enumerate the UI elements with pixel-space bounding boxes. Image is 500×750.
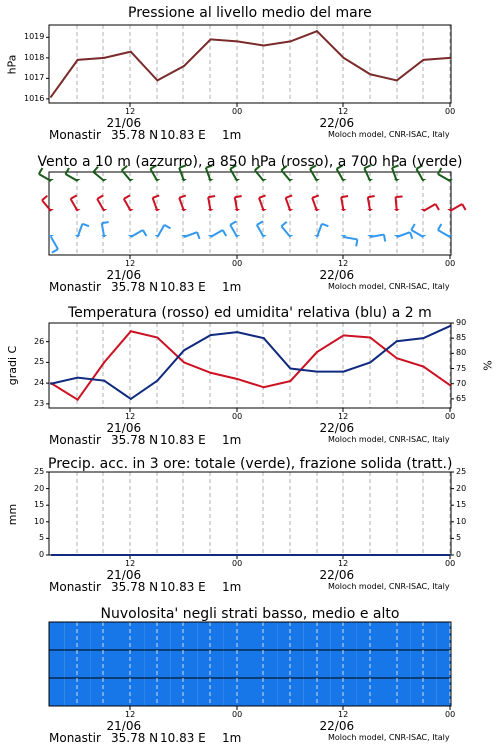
humidity-line-point	[103, 380, 105, 382]
y-axis-label: gradi C	[5, 345, 19, 385]
date-label: 22/06	[319, 116, 355, 130]
barb-head	[101, 235, 107, 237]
wind-barb-850	[367, 196, 374, 211]
barb-head	[154, 209, 160, 211]
barb-flag	[436, 204, 440, 210]
barb-shaft	[411, 230, 423, 237]
y-tick-label: 1017	[24, 73, 45, 83]
barb-flag	[259, 195, 266, 197]
humidity-line-point	[449, 325, 451, 327]
time-tick-label: 12	[338, 107, 349, 116]
cloud-cell-medio	[251, 650, 278, 678]
barb-shaft	[370, 235, 384, 237]
cloud-cell-medio	[91, 650, 118, 678]
barb-head	[341, 209, 347, 211]
barb-head	[314, 209, 320, 211]
time-tick-label: 12	[125, 259, 136, 268]
humidity-line-point	[316, 371, 318, 373]
wind-barb-10m	[101, 222, 108, 237]
y-tick-label: 20	[34, 483, 45, 493]
time-tick-label: 00	[232, 259, 243, 268]
y-tick-label: 0	[39, 550, 45, 559]
barb-head	[420, 179, 426, 181]
model-credit: Moloch model, CNR-ISAC, Italy	[328, 733, 450, 742]
time-tick-label: 12	[125, 710, 136, 719]
barb-head	[128, 209, 134, 211]
cloud-cell-alto	[197, 622, 224, 650]
location-name: Monastir	[49, 280, 101, 294]
wind-barb-10m	[314, 224, 328, 237]
barb-flag	[71, 195, 77, 199]
plot-frame	[49, 172, 451, 255]
cloud-cell-medio	[197, 650, 224, 678]
y-tick-label-right: 80	[456, 348, 467, 358]
y-axis-label: mm	[5, 503, 19, 525]
temperature-line-point	[77, 399, 79, 401]
cloud-cell-medio	[49, 650, 64, 678]
barb-flag	[322, 224, 329, 226]
temperature-line-point	[289, 380, 291, 382]
barb-head	[394, 209, 400, 211]
y-tick-label-right: 10	[456, 516, 467, 526]
time-tick-label: 12	[338, 259, 349, 268]
temperature-line-point	[449, 384, 451, 386]
time-tick-label: 12	[338, 559, 349, 568]
wind-barb-850	[124, 195, 134, 211]
barb-head	[154, 235, 160, 237]
humidity-line-point	[50, 383, 52, 385]
barb-head	[287, 209, 293, 211]
location-lat: 35.78 N	[111, 280, 159, 294]
barb-flag	[143, 230, 147, 236]
temperature-line-point	[210, 372, 212, 374]
barb-flag	[341, 196, 348, 197]
barb-head	[234, 209, 240, 211]
barb-flag	[235, 196, 242, 197]
date-label: 21/06	[106, 421, 142, 435]
pressure-line-point	[103, 57, 105, 59]
barb-shaft	[235, 197, 237, 211]
y-tick-label-right: 85	[456, 333, 467, 343]
cloud-cell-alto	[171, 622, 198, 650]
wind-barb-10m	[281, 222, 293, 237]
cloud-cell-basso	[437, 678, 451, 706]
barb-flag	[281, 222, 286, 226]
wind-barb-850	[208, 196, 215, 211]
barb-shaft	[131, 230, 143, 237]
location-lat: 35.78 N	[111, 731, 159, 745]
cloud-cell-basso	[171, 678, 198, 706]
temperature-line-point	[343, 334, 345, 336]
barb-flag	[153, 195, 160, 197]
temperature-line-point	[422, 366, 424, 368]
wind-barb-850	[394, 196, 403, 211]
date-label: 22/06	[319, 268, 355, 282]
temperature-line-point	[236, 378, 238, 380]
model-credit: Moloch model, CNR-ISAC, Italy	[328, 130, 450, 139]
wind-barb-850	[234, 196, 241, 211]
barb-head	[234, 235, 240, 237]
location-elevation: 1m	[222, 731, 242, 745]
location-lon: 10.83 E	[160, 128, 206, 142]
location-lat: 35.78 N	[111, 433, 159, 447]
humidity-line-point	[77, 377, 79, 379]
barb-flag	[230, 221, 236, 225]
y-tick-label-right: 65	[456, 393, 467, 403]
y-tick-label-right: 5	[456, 533, 462, 543]
time-tick-label: 12	[338, 412, 349, 421]
location-lon: 10.83 E	[160, 433, 206, 447]
time-tick-label: 00	[445, 107, 456, 116]
barb-flag	[312, 195, 319, 197]
temperature-line-point	[369, 337, 371, 339]
date-label: 22/06	[319, 421, 355, 435]
wind-barb-850	[341, 196, 348, 211]
location-elevation: 1m	[222, 280, 242, 294]
y-tick-label: 24	[34, 378, 45, 388]
barb-flag	[286, 195, 293, 197]
wind-barb-850	[42, 196, 54, 211]
wind-barb-10m	[181, 232, 200, 239]
model-credit: Moloch model, CNR-ISAC, Italy	[328, 435, 450, 444]
location-lat: 35.78 N	[111, 128, 159, 142]
model-credit: Moloch model, CNR-ISAC, Italy	[328, 282, 450, 291]
temperature-line-point	[396, 357, 398, 359]
location-name: Monastir	[49, 731, 101, 745]
pressure-line-point	[422, 59, 424, 61]
cloud-cell-alto	[64, 622, 91, 650]
pressure-line-point	[396, 79, 398, 81]
barb-shaft	[341, 197, 343, 211]
cloud-cell-alto	[118, 622, 145, 650]
y-tick-label: 23	[34, 398, 45, 408]
y-tick-label: 1019	[24, 32, 45, 42]
cloud-cell-medio	[437, 650, 451, 678]
barb-shaft	[344, 237, 358, 239]
barb-flag	[356, 239, 357, 246]
time-tick-label: 00	[445, 412, 456, 421]
humidity-line-point	[210, 334, 212, 336]
date-label: 21/06	[106, 116, 142, 130]
pressure-line-point	[50, 96, 52, 98]
pressure-line-point	[343, 57, 345, 59]
chart-title: Nuvolosita' negli strati basso, medio e alto	[100, 606, 400, 622]
barb-flag	[124, 195, 130, 199]
barb-shaft	[397, 232, 410, 237]
pressure-line-point	[289, 40, 291, 42]
wind-barb-850	[97, 195, 107, 211]
chart-title: Vento a 10 m (azzurro), a 850 hPa (rosso), a 700 hPa (verde)	[37, 154, 463, 170]
cloud-cell-basso	[118, 678, 145, 706]
temperature-line	[51, 331, 450, 399]
cloud-cell-basso	[64, 678, 91, 706]
wind-barb-10m	[128, 230, 147, 237]
pressure-line-point	[449, 57, 451, 59]
humidity-line-point	[236, 331, 238, 333]
cloud-cell-basso	[330, 678, 357, 706]
barb-shaft	[102, 223, 104, 237]
humidity-line-point	[369, 361, 371, 363]
time-tick-label: 00	[232, 412, 243, 421]
pressure-line-point	[210, 38, 212, 40]
time-tick-label: 12	[125, 107, 136, 116]
pressure-line-point	[130, 51, 132, 53]
time-tick-label: 00	[445, 559, 456, 568]
barb-shaft	[51, 237, 58, 249]
cloud-cell-medio	[171, 650, 198, 678]
pressure-line-point	[316, 30, 318, 32]
cloud-cell-medio	[64, 650, 91, 678]
pressure-line-point	[156, 79, 158, 81]
y-tick-label-right: 20	[456, 483, 467, 493]
pressure-line-point	[369, 73, 371, 75]
barb-flag	[396, 196, 403, 197]
barb-flag	[52, 249, 58, 253]
time-tick-label: 12	[338, 710, 349, 719]
barb-head	[367, 179, 373, 181]
barb-head	[261, 209, 267, 211]
barb-shaft	[368, 197, 370, 211]
barb-head	[101, 209, 107, 211]
humidity-line-point	[156, 380, 158, 382]
pressure-line-point	[77, 59, 79, 61]
barb-flag	[102, 222, 109, 223]
location-lat: 35.78 N	[111, 580, 159, 594]
barb-shaft	[423, 204, 435, 211]
date-label: 22/06	[319, 719, 355, 733]
location-name: Monastir	[49, 580, 101, 594]
barb-head	[341, 179, 347, 181]
barb-flag	[42, 196, 47, 200]
wind-barb-10m	[411, 224, 426, 237]
y-tick-label-right: 25	[456, 467, 467, 476]
y-axis-label: hPa	[5, 54, 19, 74]
cloud-cell-basso	[49, 678, 64, 706]
humidity-line-point	[263, 337, 265, 339]
barb-flag	[411, 224, 415, 230]
barb-shaft	[208, 197, 210, 211]
cloud-cell-alto	[91, 622, 118, 650]
barb-head	[314, 179, 320, 181]
barb-flag	[257, 221, 263, 225]
barb-flag	[97, 195, 103, 199]
barb-flag	[223, 230, 227, 236]
location-elevation: 1m	[222, 128, 242, 142]
pressure-line	[51, 31, 450, 97]
humidity-line-point	[130, 398, 132, 400]
barb-head	[181, 209, 187, 211]
humidity-line-point	[422, 337, 424, 339]
barb-head	[261, 235, 267, 237]
barb-flag	[438, 224, 442, 230]
pressure-line-point	[236, 40, 238, 42]
barb-shaft	[211, 230, 223, 237]
barb-head	[314, 235, 320, 237]
barb-flag	[164, 225, 170, 229]
barb-flag	[82, 224, 89, 226]
location-elevation: 1m	[222, 433, 242, 447]
y-tick-label: 10	[34, 516, 45, 526]
wind-barb-850	[312, 195, 320, 211]
date-label: 21/06	[106, 568, 142, 582]
barb-head	[394, 179, 400, 181]
barb-shaft	[184, 232, 197, 237]
y-tick-label: 1018	[24, 52, 45, 62]
barb-shaft	[396, 197, 397, 211]
y-tick-label-right: 90	[456, 318, 467, 327]
location-lon: 10.83 E	[160, 280, 206, 294]
pressure-line-point	[263, 45, 265, 47]
location-lon: 10.83 E	[160, 731, 206, 745]
date-label: 21/06	[106, 268, 142, 282]
temperature-line-point	[130, 330, 132, 332]
barb-head	[75, 209, 81, 211]
date-label: 21/06	[106, 719, 142, 733]
temperature-line-point	[263, 386, 265, 388]
y-tick-label: 26	[34, 336, 45, 346]
y-tick-label: 25	[34, 467, 45, 476]
y-tick-label: 25	[34, 357, 45, 367]
y-tick-label: 15	[34, 500, 45, 510]
y-tick-label-right: 70	[456, 378, 467, 388]
time-tick-label: 12	[125, 412, 136, 421]
temperature-line-point	[316, 351, 318, 353]
humidity-line-point	[343, 371, 345, 373]
barb-flag	[462, 204, 466, 210]
barb-head	[75, 235, 81, 237]
barb-flag	[208, 196, 215, 197]
location-lon: 10.83 E	[160, 580, 206, 594]
time-tick-label: 00	[445, 710, 456, 719]
location-name: Monastir	[49, 433, 101, 447]
plot-frame	[49, 25, 451, 103]
cloud-cell-alto	[437, 622, 451, 650]
barb-shaft	[450, 204, 462, 211]
temperature-line-point	[103, 361, 105, 363]
humidity-line	[51, 326, 450, 399]
cloud-cell-alto	[49, 622, 64, 650]
cloud-cell-alto	[330, 622, 357, 650]
model-credit: Moloch model, CNR-ISAC, Italy	[328, 582, 450, 591]
chart-title: Precip. acc. in 3 ore: totale (verde), frazione solida (tratt.)	[48, 456, 453, 472]
barb-flag	[197, 232, 199, 239]
cloud-cell-medio	[330, 650, 357, 678]
wind-barb-850	[71, 195, 81, 211]
barb-head	[234, 179, 240, 181]
y-tick-label-right: 15	[456, 500, 467, 510]
humidity-line-point	[289, 368, 291, 370]
cloud-cell-basso	[91, 678, 118, 706]
barb-flag	[179, 195, 186, 197]
barb-head	[367, 209, 373, 211]
pressure-line-point	[183, 65, 185, 67]
barb-flag	[368, 196, 375, 197]
barb-shaft	[438, 230, 450, 237]
time-tick-label: 00	[232, 710, 243, 719]
barb-head	[208, 179, 214, 181]
y-tick-label-right: 75	[456, 363, 467, 373]
barb-flag	[384, 235, 385, 242]
cloud-cell-basso	[251, 678, 278, 706]
barb-head	[208, 209, 214, 211]
y-tick-label-right: 0	[456, 550, 462, 559]
cloud-cell-basso	[197, 678, 224, 706]
wind-barb-10m	[230, 221, 240, 237]
y-tick-label: 5	[39, 533, 45, 543]
barb-head	[154, 179, 160, 181]
barb-shaft	[65, 174, 77, 181]
humidity-line-point	[183, 349, 185, 351]
location-name: Monastir	[49, 128, 101, 142]
time-tick-label: 00	[445, 259, 456, 268]
wind-barb-10m	[257, 221, 267, 237]
date-label: 22/06	[319, 568, 355, 582]
temperature-line-point	[156, 337, 158, 339]
cloud-cell-alto	[251, 622, 278, 650]
time-tick-label: 00	[232, 107, 243, 116]
time-tick-label: 00	[232, 559, 243, 568]
barb-flag	[410, 232, 412, 239]
barb-head	[181, 179, 187, 181]
chart-title: Pressione al livello medio del mare	[128, 5, 372, 21]
chart-title: Temperatura (rosso) ed umidita' relativa (blu) a 2 m	[68, 305, 432, 321]
barb-shaft	[438, 174, 450, 181]
cloud-cell-medio	[118, 650, 145, 678]
y-axis-label-right: %	[481, 359, 495, 371]
humidity-line-point	[396, 340, 398, 342]
y-tick-label: 1016	[24, 93, 45, 103]
temperature-line-point	[183, 361, 185, 363]
plot-frame	[49, 472, 451, 555]
location-elevation: 1m	[222, 580, 242, 594]
time-tick-label: 12	[125, 559, 136, 568]
